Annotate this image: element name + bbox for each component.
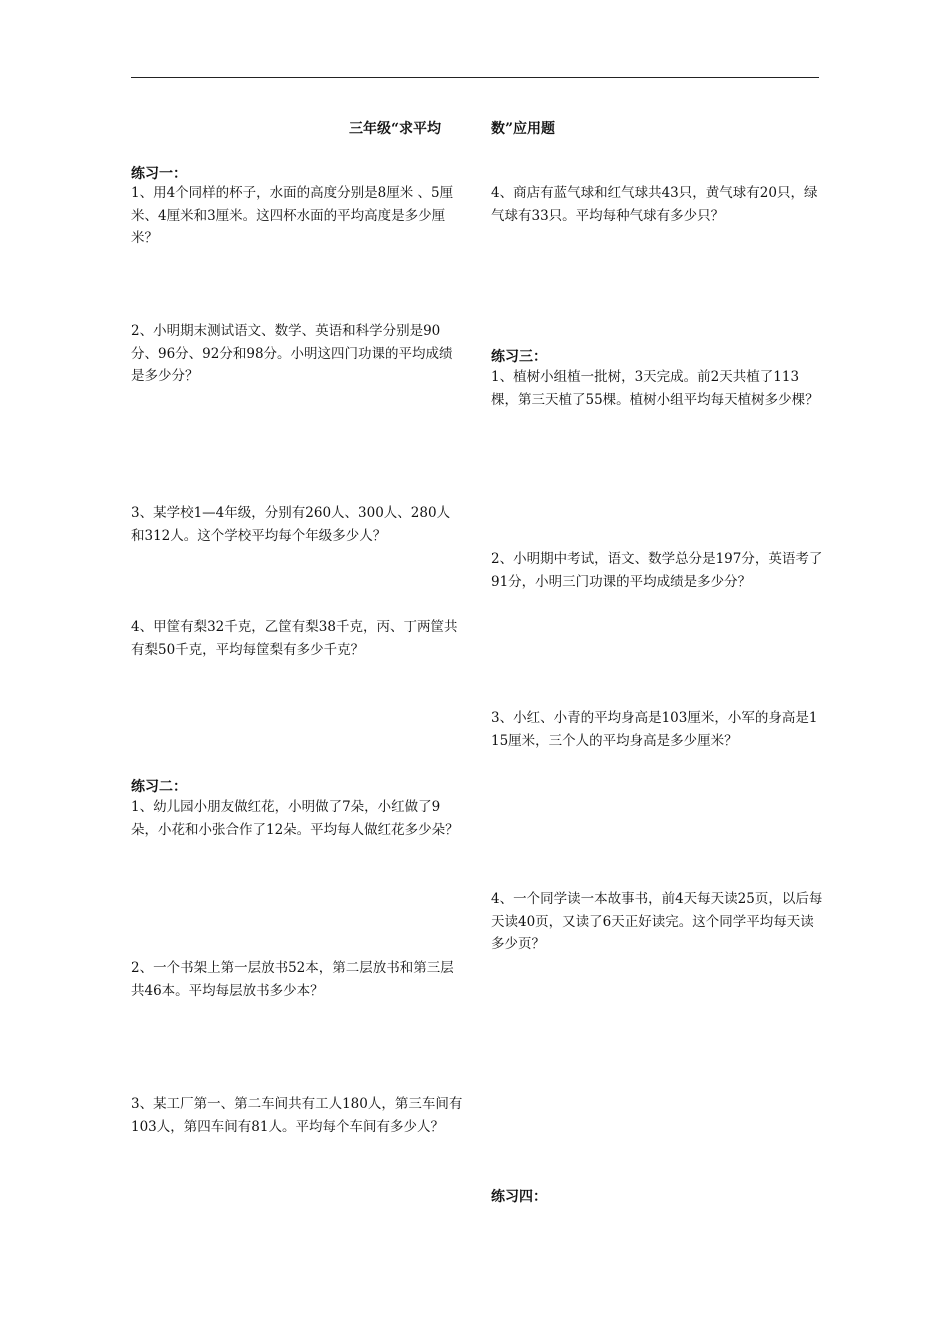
exercise-1-problem-1: 1、用4个同样的杯子，水面的高度分别是8厘米 、5厘米、4厘米和3厘米。这四杯水面的平均高度是多少厘米？ [131, 185, 454, 246]
header-rule [131, 77, 819, 78]
exercise-2-heading: 练习二： [131, 779, 187, 795]
exercise-3-problem-4: 4、一个同学读一本故事书，前4天每天读25页，以后每天读40页，又读了6天正好读完。这个同学平均每天读多少页？ [491, 891, 823, 952]
exercise-3-problem-1: 1、植树小组植一批树，3天完成。前2天共植了113棵，第三天植了55棵。植树小组平均每天植树多少棵？ [491, 369, 819, 408]
exercise-4-heading: 练习四： [491, 1189, 547, 1205]
exercise-3-problem-3: 3、小红、小青的平均身高是103厘米，小军的身高是115厘米，三个人的平均身高是多少厘米？ [491, 710, 818, 749]
exercise-2-problem-4: 4、商店有蓝气球和红气球共43只，黄气球有20只，绿气球有33只。平均每种气球有多少只？ [491, 185, 818, 224]
page-title-part1: 三年级“求平均 [349, 121, 442, 137]
exercise-1-problem-2: 2、小明期末测试语文、数学、英语和科学分别是90分、96分、92分和98分。小明这四门功课的平均成绩是多少分？ [131, 323, 453, 384]
exercise-3-heading: 练习三： [491, 349, 547, 365]
exercise-2-problem-1: 1、幼儿园小朋友做红花，小明做了7朵，小红做了9朵，小花和小张合作了12朵。平均每人做红花多少朵？ [131, 799, 459, 838]
page-title-part2: 数”应用题 [491, 121, 556, 137]
exercise-1-problem-4: 4、甲筐有梨32千克，乙筐有梨38千克，丙、丁两筐共有梨50千克，平均每筐梨有多少千克？ [131, 619, 458, 658]
exercise-3-problem-2: 2、小明期中考试，语文、数学总分是197分，英语考了91分，小明三门功课的平均成绩是多少分？ [491, 551, 823, 590]
exercise-1-heading: 练习一： [131, 166, 187, 182]
exercise-2-problem-2: 2、一个书架上第一层放书52本，第二层放书和第三层共46本。平均每层放书多少本？ [131, 960, 454, 999]
exercise-2-problem-3: 3、某工厂第一、第二车间共有工人180人，第三车间有103人，第四车间有81人。平均每个车间有多少人？ [131, 1096, 463, 1135]
exercise-1-problem-3: 3、某学校1—4年级，分别有260人、300人、280人和312人。这个学校平均每个年级多少人？ [131, 505, 451, 544]
